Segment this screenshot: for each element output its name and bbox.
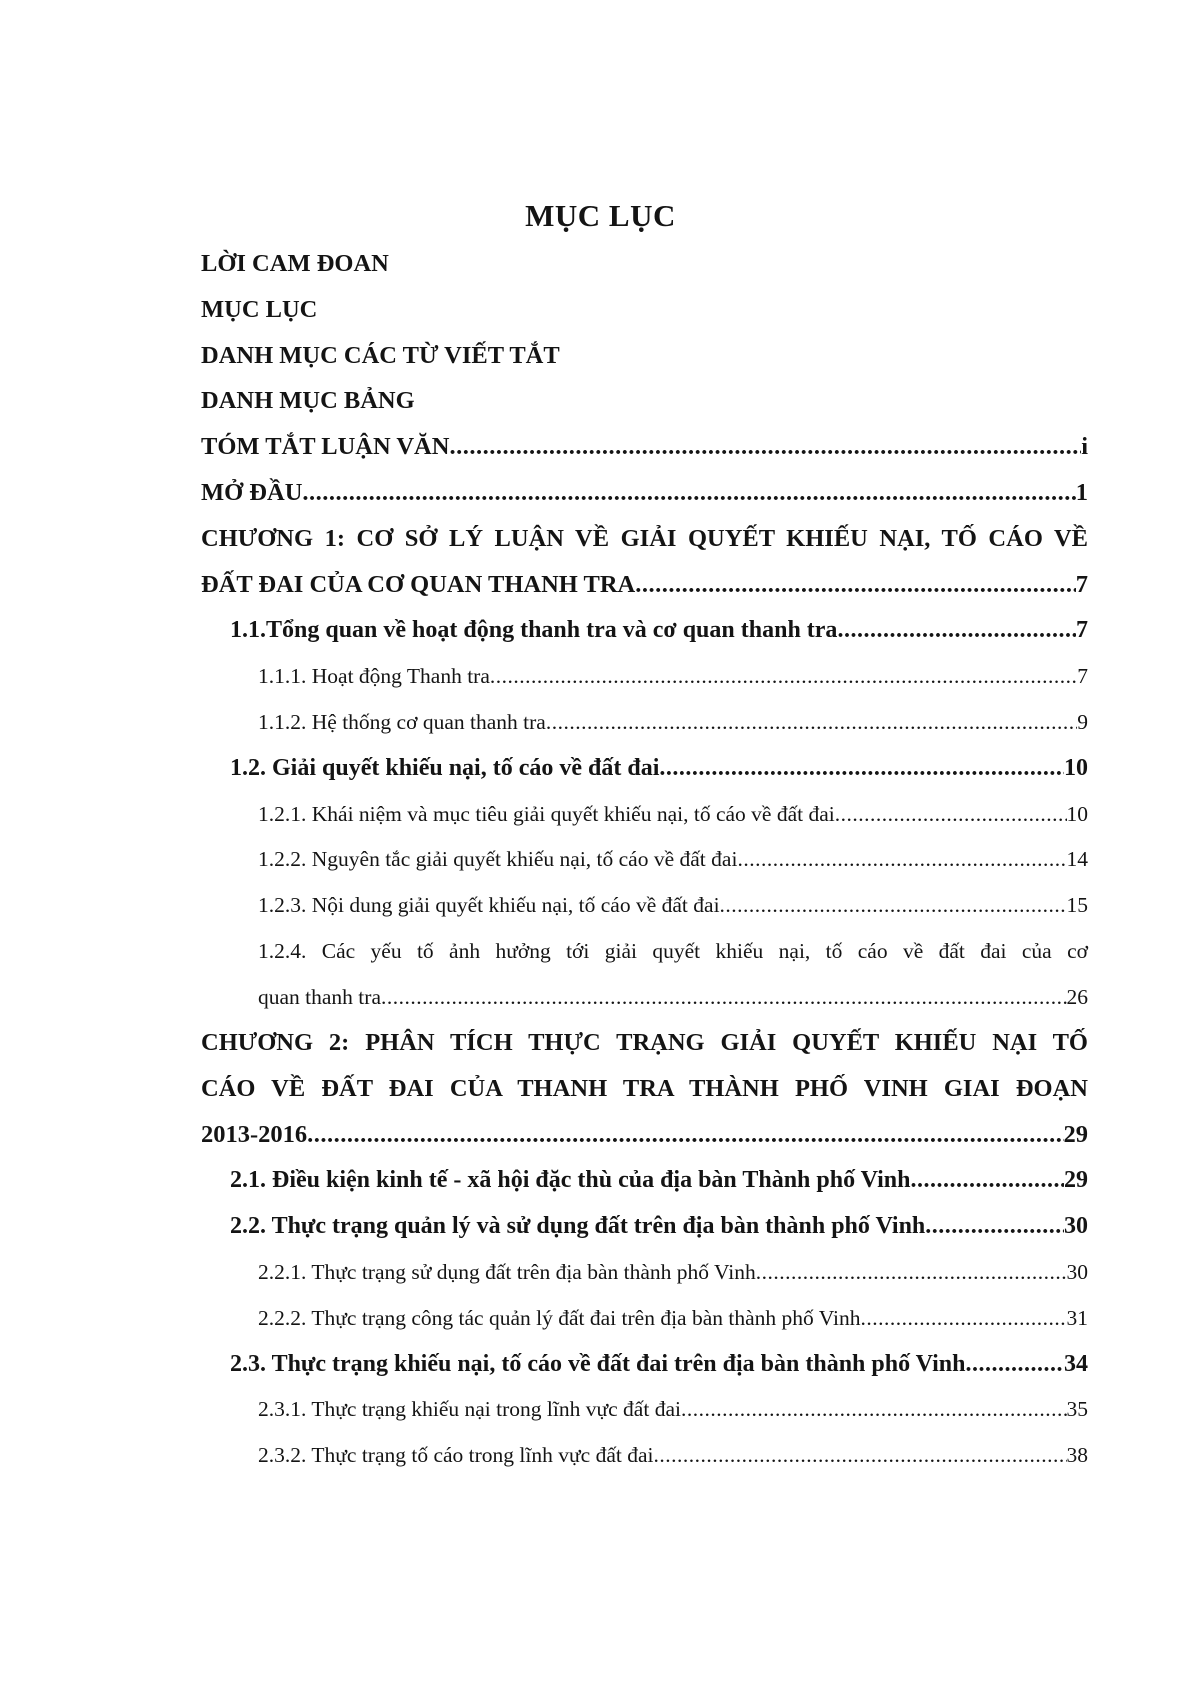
- toc-page-number: 10: [1066, 802, 1088, 826]
- toc-entry-text: LỜI CAM ĐOAN: [201, 250, 389, 277]
- toc-page-number: 26: [1066, 985, 1088, 1009]
- toc-entry-mo-dau[interactable]: [201, 475, 1088, 511]
- dot-leader: [837, 612, 1076, 648]
- toc-entry-text: CHƯƠNG 2: PHÂN TÍCH THỰC TRẠNG GIẢI QUYẾT KHIẾU NẠI TỐ: [201, 1029, 1088, 1056]
- toc-entry-2-3[interactable]: [230, 1346, 1088, 1382]
- toc-entry-text: MỤC LỤC: [201, 296, 318, 323]
- toc-entry-2-2-1[interactable]: [258, 1254, 1088, 1290]
- page-title: MỤC LỤC: [525, 198, 676, 233]
- toc-entry-2-2-2[interactable]: [258, 1300, 1088, 1336]
- toc-page-number: 31: [1066, 1306, 1088, 1330]
- dot-leader: [910, 1162, 1064, 1198]
- toc-entry-text: CÁO VỀ ĐẤT ĐAI CỦA THANH TRA THÀNH PHỐ VINH GIAI ĐOẠN: [201, 1075, 1088, 1102]
- toc-page-number: 30: [1066, 1260, 1088, 1284]
- toc-entry-text: 2.2.2. Thực trạng công tác quản lý đất đai trên địa bàn thành phố Vinh: [258, 1306, 861, 1330]
- toc-entry-1-2-4[interactable]: [258, 933, 1088, 969]
- toc-entry-text: 2.3.1. Thực trạng khiếu nại trong lĩnh vực đất đai: [258, 1397, 681, 1421]
- toc-entry-1-2-4-cont[interactable]: [258, 979, 1088, 1015]
- toc-entry-text: 2.3. Thực trạng khiếu nại, tố cáo về đất đai trên địa bàn thành phố Vinh: [230, 1351, 966, 1377]
- toc-page-number: 30: [1064, 1213, 1088, 1239]
- toc-page-number: 29: [1063, 1121, 1088, 1148]
- toc-entry-text: MỞ ĐẦU: [201, 479, 303, 506]
- toc-entry-text: TÓM TẮT LUẬN VĂN: [201, 433, 450, 460]
- dot-leader: [546, 704, 1077, 740]
- toc-entry-text: CHƯƠNG 1: CƠ SỞ LÝ LUẬN VỀ GIẢI QUYẾT KHIẾU NẠI, TỐ CÁO VỀ: [201, 525, 1088, 552]
- toc-entry-chuong-2[interactable]: [201, 1025, 1088, 1061]
- toc-entry-text: 2013-2016: [201, 1121, 308, 1148]
- toc-entry-2-3-2[interactable]: [258, 1437, 1088, 1473]
- dot-leader: [756, 1254, 1067, 1290]
- toc-entry-chuong-2-cont[interactable]: [201, 1071, 1088, 1107]
- dot-leader: [307, 1117, 1063, 1153]
- toc-entry-text: 1.2.2. Nguyên tắc giải quyết khiếu nại, tố cáo về đất đai: [258, 847, 738, 871]
- dot-leader: [490, 658, 1077, 694]
- toc-entry-text: DANH MỤC CÁC TỪ VIẾT TẮT: [201, 342, 560, 369]
- toc-entry-1-2[interactable]: [230, 750, 1088, 786]
- toc-entry-text: 1.1.1. Hoạt động Thanh tra: [258, 664, 490, 688]
- toc-entry-chuong-2-years[interactable]: [201, 1117, 1088, 1153]
- dot-leader: [835, 796, 1067, 832]
- dot-leader: [860, 1300, 1066, 1336]
- toc-entry-text: 1.2.3. Nội dung giải quyết khiếu nại, tố cáo về đất đai: [258, 893, 720, 917]
- toc-entry-chuong-1[interactable]: [201, 521, 1088, 557]
- dot-leader: [653, 1437, 1066, 1473]
- dot-leader: [925, 1208, 1064, 1244]
- toc-page-number: 15: [1066, 893, 1088, 917]
- dot-leader: [635, 567, 1075, 603]
- toc-page-number: 14: [1066, 847, 1088, 871]
- dot-leader: [381, 979, 1067, 1015]
- toc-entry-text: 1.2.1. Khái niệm và mục tiêu giải quyết khiếu nại, tố cáo về đất đai: [258, 802, 835, 826]
- dot-leader: [720, 887, 1067, 923]
- toc-entry-text: 2.3.2. Thực trạng tố cáo trong lĩnh vực đất đai: [258, 1443, 654, 1467]
- toc-page-number: 38: [1066, 1443, 1088, 1467]
- dot-leader: [659, 750, 1064, 786]
- toc-entry-text: quan thanh tra: [258, 985, 381, 1009]
- toc-entry-2-3-1[interactable]: [258, 1391, 1088, 1427]
- toc-entry-text: 1.2. Giải quyết khiếu nại, tố cáo về đất đai: [230, 755, 660, 781]
- toc-entry-1-1-2[interactable]: [258, 704, 1088, 740]
- toc-entry-2-2[interactable]: [230, 1208, 1088, 1244]
- toc-entry-text: 2.2.1. Thực trạng sử dụng đất trên địa bàn thành phố Vinh: [258, 1260, 756, 1284]
- toc-entry-1-2-1[interactable]: [258, 796, 1088, 832]
- toc-page-number: 29: [1064, 1167, 1088, 1193]
- toc-entry-text: 2.1. Điều kiện kinh tế - xã hội đặc thù của địa bàn Thành phố Vinh: [230, 1167, 911, 1193]
- toc-entry-text: 1.2.4. Các yếu tố ảnh hưởng tới giải quyết khiếu nại, tố cáo về đất đai của cơ: [258, 939, 1088, 963]
- dot-leader: [449, 429, 1081, 465]
- toc-page-number: 34: [1064, 1351, 1088, 1377]
- toc-page-number: 35: [1066, 1397, 1088, 1421]
- toc-page-number: 7: [1075, 571, 1088, 598]
- toc-entry-danh-muc-tu-viet-tat[interactable]: [201, 338, 1088, 374]
- toc-entry-loi-cam-doan[interactable]: [201, 246, 1088, 282]
- toc-page-number: 9: [1077, 710, 1088, 734]
- toc-page-number: 7: [1076, 617, 1088, 643]
- toc-entry-chuong-1-cont[interactable]: [201, 567, 1088, 603]
- toc-page-number: 1: [1075, 479, 1088, 506]
- toc-entry-muc-luc[interactable]: [201, 292, 1088, 328]
- dot-leader: [681, 1391, 1067, 1427]
- toc-entry-1-2-2[interactable]: [258, 841, 1088, 877]
- toc-entry-tom-tat-luan-van[interactable]: [201, 429, 1088, 465]
- toc-entry-1-1[interactable]: [230, 612, 1088, 648]
- toc-entry-1-1-1[interactable]: [258, 658, 1088, 694]
- dot-leader: [737, 841, 1066, 877]
- toc-entry-text: ĐẤT ĐAI CỦA CƠ QUAN THANH TRA: [201, 571, 636, 598]
- toc-entry-danh-muc-bang[interactable]: [201, 383, 1088, 419]
- toc-entry-text: DANH MỤC BẢNG: [201, 387, 415, 414]
- dot-leader: [965, 1346, 1064, 1382]
- toc-page-number: 7: [1077, 664, 1088, 688]
- toc-page-number: 10: [1064, 755, 1088, 781]
- toc-entry-text: 1.1.2. Hệ thống cơ quan thanh tra: [258, 710, 546, 734]
- toc-entry-2-1[interactable]: [230, 1162, 1088, 1198]
- toc-entry-text: 2.2. Thực trạng quản lý và sử dụng đất trên địa bàn thành phố Vinh: [230, 1213, 926, 1239]
- toc-entry-1-2-3[interactable]: [258, 887, 1088, 923]
- dot-leader: [302, 475, 1075, 511]
- toc-entry-text: 1.1.Tổng quan về hoạt động thanh tra và cơ quan thanh tra: [230, 617, 838, 643]
- toc-page-number: i: [1081, 433, 1088, 460]
